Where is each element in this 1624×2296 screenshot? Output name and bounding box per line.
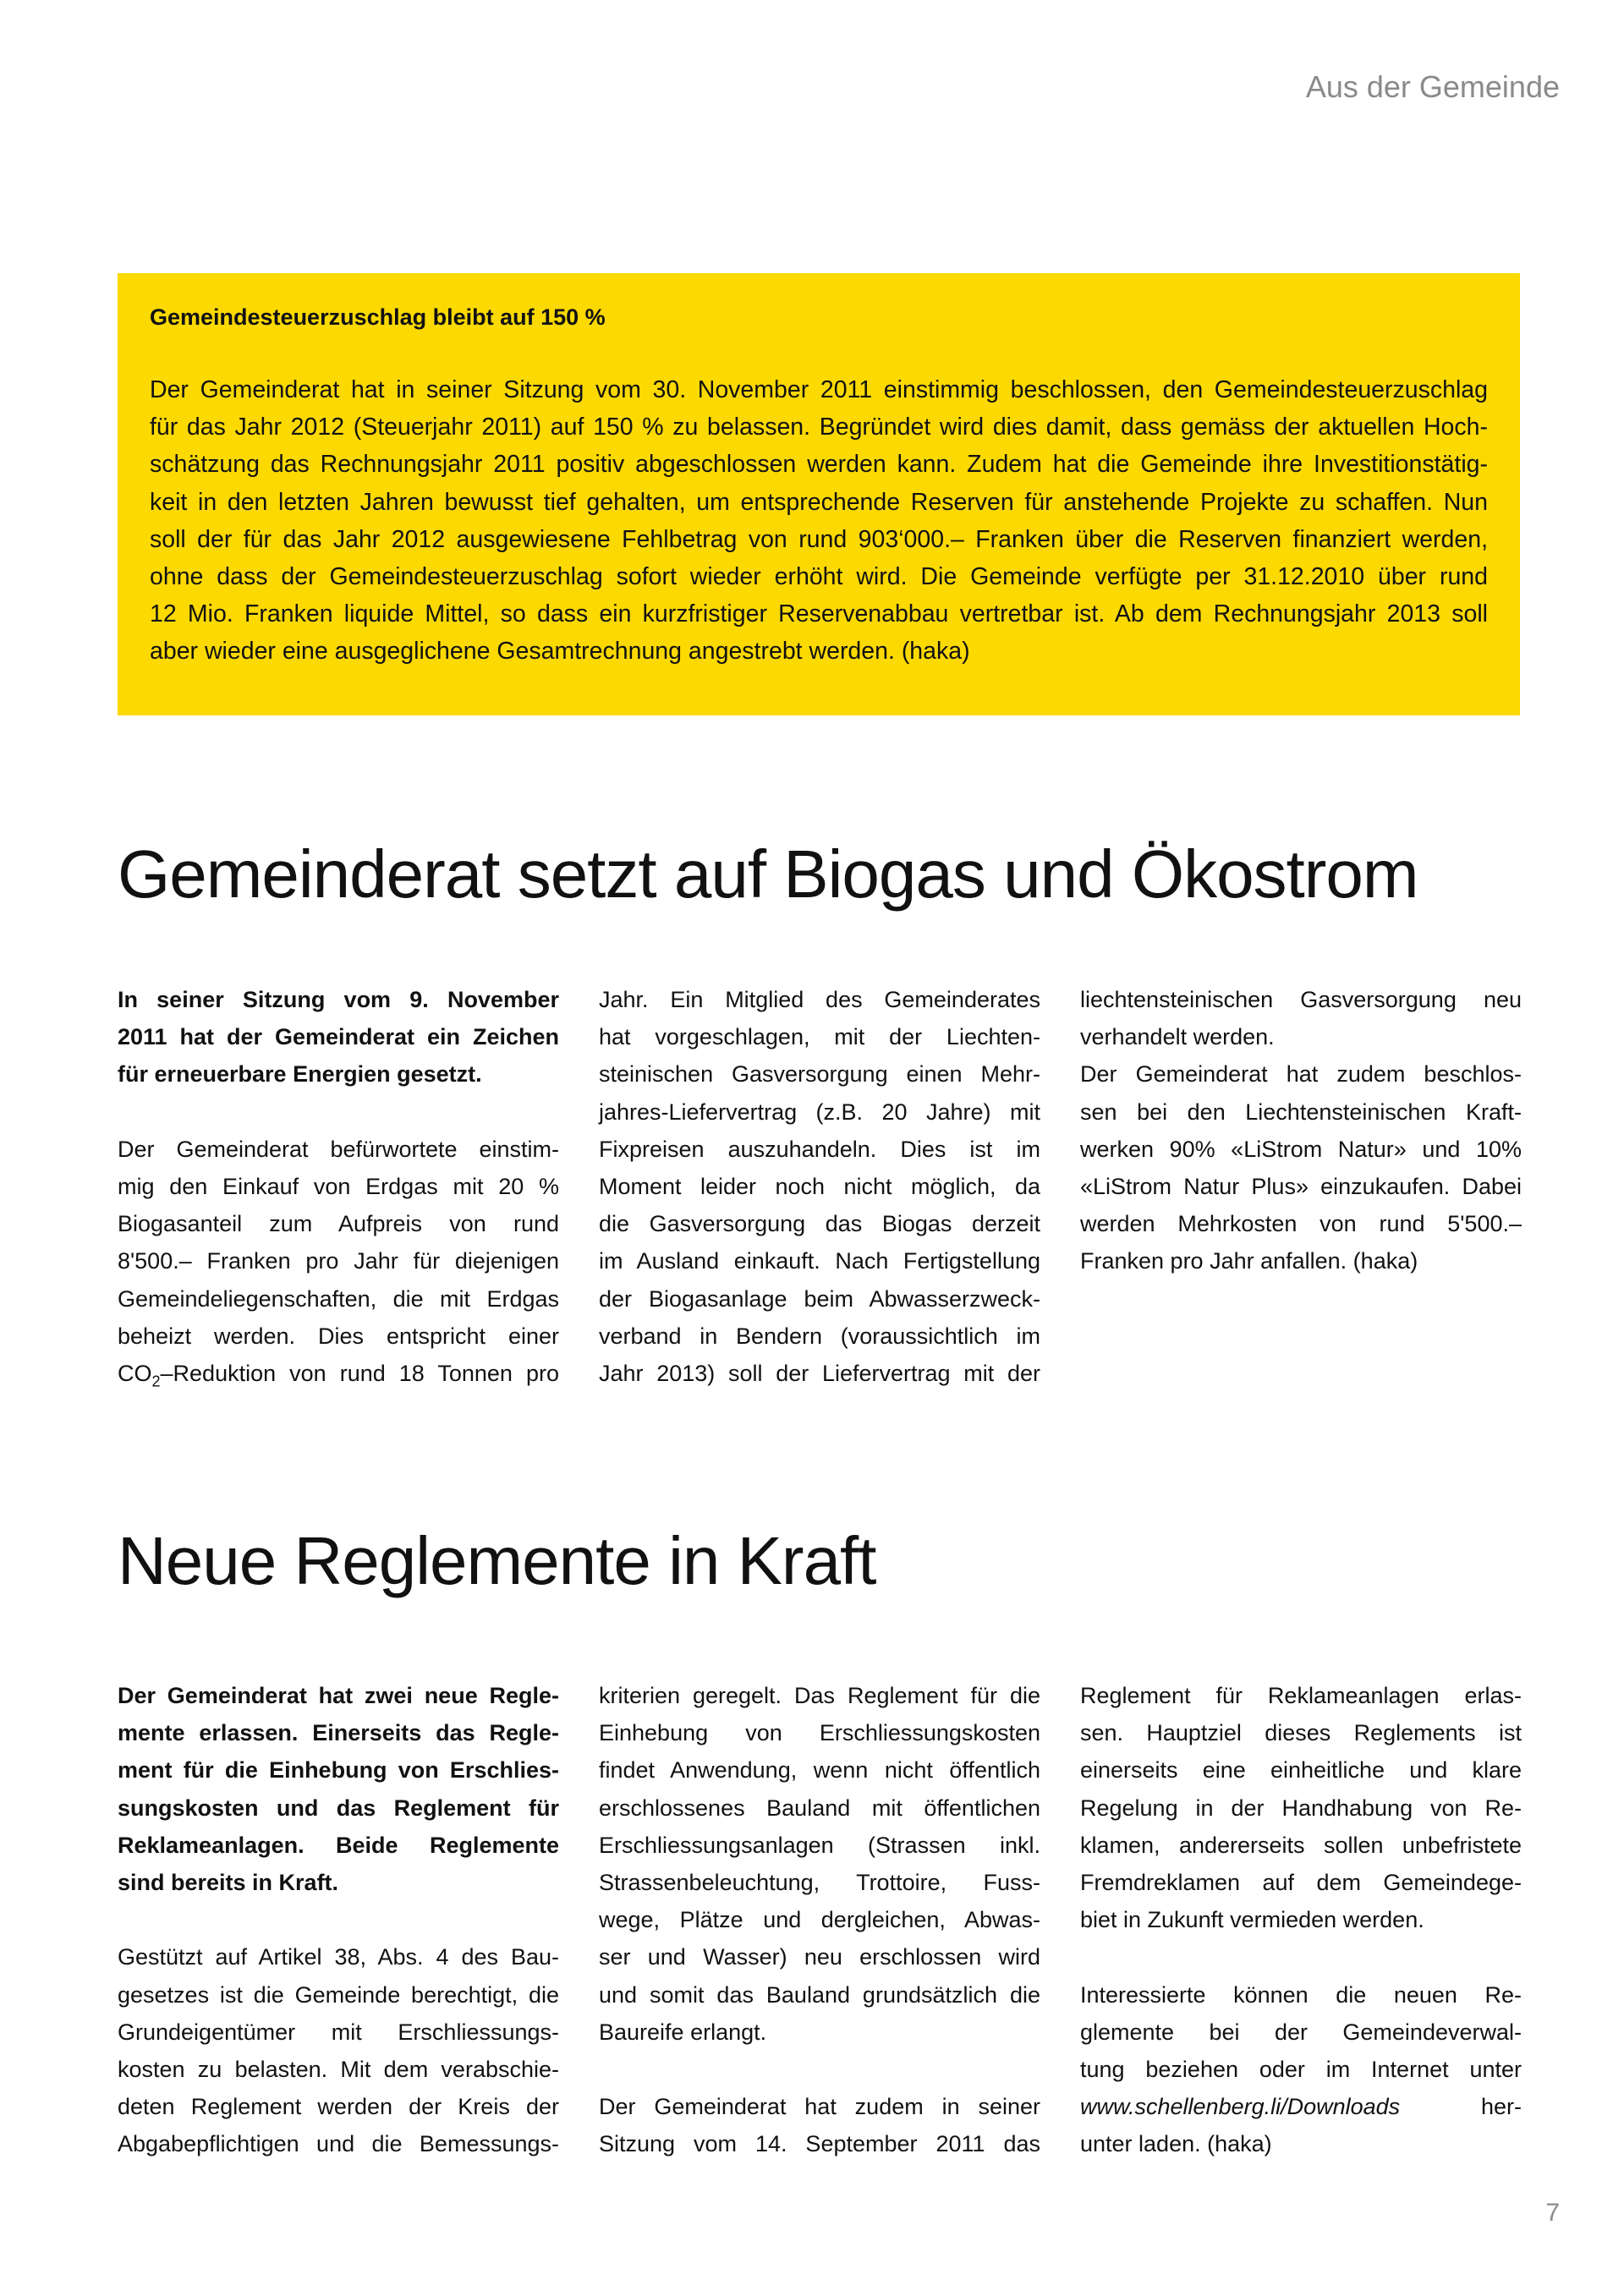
article2-col2-text-b <box>599 2088 1040 2162</box>
text-line: Sitzung vom 14. September 2011 das <box>599 2131 1040 2157</box>
text-line: glemente bei der Gemeindeverwal- <box>1080 2019 1522 2045</box>
box-title: Gemeindesteuerzuschlag bleibt auf 150 % <box>150 304 606 330</box>
co2-rest: –Reduktion von rund 18 Tonnen pro <box>160 1361 559 1387</box>
text-line: mente erlassen. Einerseits das Regle- <box>118 1720 559 1746</box>
article2-col3-text <box>1080 1677 1522 1938</box>
text-line: unter laden. (haka) <box>1080 2131 1272 2157</box>
text-line: Fixpreisen auszuhandeln. Dies ist im <box>599 1136 1040 1162</box>
text-line: Reglement für Reklameanlagen erlas- <box>1080 1683 1522 1708</box>
text-line: ser und Wasser) neu erschlossen wird <box>599 1944 1040 1970</box>
text-line: der Biogasanlage beim Abwasserzweck- <box>599 1285 1040 1312</box>
text-line: beheizt werden. Dies entspricht einer <box>118 1323 559 1349</box>
website-link[interactable]: www.schellenberg.li/Downloads <box>1080 2094 1401 2120</box>
text-line: liechtensteinischen Gasversorgung neu <box>1080 987 1522 1012</box>
text-line: biet in Zukunft vermieden werden. <box>1080 1907 1424 1933</box>
text-line: die Gasversorgung das Biogas derzeit <box>599 1211 1040 1237</box>
box-line: keit in den letzten Jahren bewusst tief gehalten, um entsprechende Reserven für anstehende Projekte zu schaffen. Nun <box>150 488 1488 516</box>
article1-column-3 <box>1080 981 1522 1280</box>
article2-body <box>118 1938 559 2162</box>
text-line: wege, Plätze und dergleichen, Abwas- <box>599 1907 1040 1933</box>
article1-col2-text <box>599 981 1040 1392</box>
text-line: Abgabepflichtigen und die Bemessungs- <box>118 2131 559 2157</box>
text-line: Jahr. Ein Mitglied des Gemeinderates <box>599 987 1040 1012</box>
text-line: ment für die Einhebung von Erschlies- <box>118 1757 559 1784</box>
text-line: Gemeindeliegenschaften, die mit Erdgas <box>118 1285 559 1312</box>
text-line: Gestützt auf Artikel 38, Abs. 4 des Bau- <box>118 1944 559 1970</box>
text-line: erschlossenes Bauland mit öffentlichen <box>599 1795 1040 1821</box>
article2-lead <box>118 1677 559 1901</box>
box-line: soll der für das Jahr 2012 ausgewiesene Fehlbetrag von rund 903‘000.– Franken über die Reserven finanziert werden, <box>150 525 1488 553</box>
text-line: für erneuerbare Energien gesetzt. <box>118 1061 482 1088</box>
box-line: für das Jahr 2012 (Steuerjahr 2011) auf 150 % zu belassen. Begründet wird dies damit, dass gemäss der aktuellen Hoch- <box>150 414 1488 441</box>
link-suffix: her- <box>1400 2094 1522 2120</box>
article2-column-1 <box>118 1677 559 2163</box>
text-line: deten Reglement werden der Kreis der <box>118 2094 559 2120</box>
text-line: Der Gemeinderat hat zwei neue Regle- <box>118 1683 559 1708</box>
text-line: sungskosten und das Reglement für <box>118 1795 559 1821</box>
text-line: Franken pro Jahr anfallen. (haka) <box>1080 1248 1418 1274</box>
page-number: 7 <box>1545 2199 1560 2227</box>
text-line <box>118 1355 559 1392</box>
text-line: steinischen Gasversorgung einen Mehr- <box>599 1061 1040 1088</box>
text-line: sen. Hauptziel dieses Reglements ist <box>1080 1720 1522 1746</box>
text-line: und somit das Bauland grundsätzlich die <box>599 1981 1040 2008</box>
info-box <box>118 273 1520 715</box>
text-line: findet Anwendung, wenn nicht öffentlich <box>599 1757 1040 1784</box>
box-line: Der Gemeinderat hat in seiner Sitzung vom 30. November 2011 einstimmig beschlossen, den Gemeindesteuerzuschlag <box>150 376 1488 403</box>
article1-column-1 <box>118 981 559 1392</box>
co2-formula: CO <box>118 1361 152 1387</box>
text-line: verhandelt werden. <box>1080 1024 1275 1050</box>
text-line: sind bereits in Kraft. <box>118 1870 339 1896</box>
text-line: Baureife erlangt. <box>599 2019 767 2045</box>
article1-lead <box>118 981 559 1093</box>
text-line: Regelung in der Handhabung von Re- <box>1080 1795 1522 1821</box>
text-line: tung beziehen oder im Internet unter <box>1080 2057 1522 2083</box>
text-line: Biogasanteil zum Aufpreis von rund <box>118 1211 559 1237</box>
text-line: verband in Bendern (voraussichtlich im <box>599 1323 1040 1349</box>
box-line: ohne dass der Gemeindesteuerzuschlag sofort wieder erhöht wird. Die Gemeinde verfügte per 31.12.2010 über rund <box>150 563 1488 591</box>
text-line: Der Gemeinderat befürwortete einstim- <box>118 1136 559 1162</box>
article2-column-3 <box>1080 1677 1522 2163</box>
text-line: Der Gemeinderat hat zudem in seiner <box>599 2094 1040 2120</box>
text-line: kosten zu belasten. Mit dem verabschie- <box>118 2057 559 2083</box>
article2-col3-text-b <box>1080 1976 1522 2163</box>
text-line: Reklameanlagen. Beide Reglemente <box>118 1832 559 1858</box>
text-line: 8'500.– Franken pro Jahr für diejenigen <box>118 1248 559 1274</box>
article2-headline: Neue Reglemente in Kraft <box>118 1523 876 1598</box>
article1-column-2 <box>599 981 1040 1392</box>
box-line: schätzung das Rechnungsjahr 2011 positiv abgeschlossen werden kann. Zudem hat die Gemeinde ihre Investitionstätig- <box>150 451 1488 479</box>
text-line: Der Gemeinderat hat zudem beschlos- <box>1080 1061 1522 1088</box>
text-line: sen bei den Liechtensteinischen Kraft- <box>1080 1099 1522 1125</box>
text-line: Strassenbeleuchtung, Trottoire, Fuss- <box>599 1870 1040 1896</box>
article2-column-2 <box>599 1677 1040 2163</box>
box-line: aber wieder eine ausgeglichene Gesamtrechnung angestrebt werden. (haka) <box>150 638 970 666</box>
text-line: gesetzes ist die Gemeinde berechtigt, die <box>118 1981 559 2008</box>
text-line: In seiner Sitzung vom 9. November <box>118 987 559 1012</box>
section-label: Aus der Gemeinde <box>1305 69 1560 104</box>
text-line: klamen, andererseits sollen unbefristete <box>1080 1832 1522 1858</box>
text-line: Fremdreklamen auf dem Gemeindege- <box>1080 1870 1522 1896</box>
text-line: Jahr 2013) soll der Liefervertrag mit der <box>599 1361 1040 1387</box>
text-line: hat vorgeschlagen, mit der Liechten- <box>599 1024 1040 1050</box>
text-line: einerseits eine einheitliche und klare <box>1080 1757 1522 1784</box>
article2-col2-text <box>599 1677 1040 2051</box>
co2-subscript: 2 <box>151 1373 161 1390</box>
text-line: Grundeigentümer mit Erschliessungs- <box>118 2019 559 2045</box>
box-text <box>150 371 1488 671</box>
text-line: jahres-Liefervertrag (z.B. 20 Jahre) mit <box>599 1099 1040 1125</box>
text-line: werden Mehrkosten von rund 5'500.– <box>1080 1211 1522 1237</box>
text-line: Erschliessungsanlagen (Strassen inkl. <box>599 1832 1040 1858</box>
text-line: «LiStrom Natur Plus» einzukaufen. Dabei <box>1080 1174 1522 1200</box>
text-line: 2011 hat der Gemeinderat ein Zeichen <box>118 1024 559 1050</box>
text-line: werken 90% «LiStrom Natur» und 10% <box>1080 1136 1522 1162</box>
box-line: 12 Mio. Franken liquide Mittel, so dass ein kurzfristiger Reservenabbau vertretbar ist. Ab dem Rechnungsjahr 2013 soll <box>150 600 1488 628</box>
text-line: Interessierte können die neuen Re- <box>1080 1981 1522 2008</box>
text-line: Einhebung von Erschliessungskosten <box>599 1720 1040 1746</box>
article1-col3-text <box>1080 981 1522 1280</box>
text-line <box>1080 2088 1522 2125</box>
text-line: Moment leider noch nicht möglich, da <box>599 1174 1040 1200</box>
text-line: mig den Einkauf von Erdgas mit 20 % <box>118 1174 559 1199</box>
article1-body <box>118 1131 559 1392</box>
article1-headline: Gemeinderat setzt auf Biogas und Ökostrom <box>118 836 1418 912</box>
text-line: im Ausland einkauft. Nach Fertigstellung <box>599 1248 1040 1274</box>
text-line: kriterien geregelt. Das Reglement für die <box>599 1683 1040 1708</box>
